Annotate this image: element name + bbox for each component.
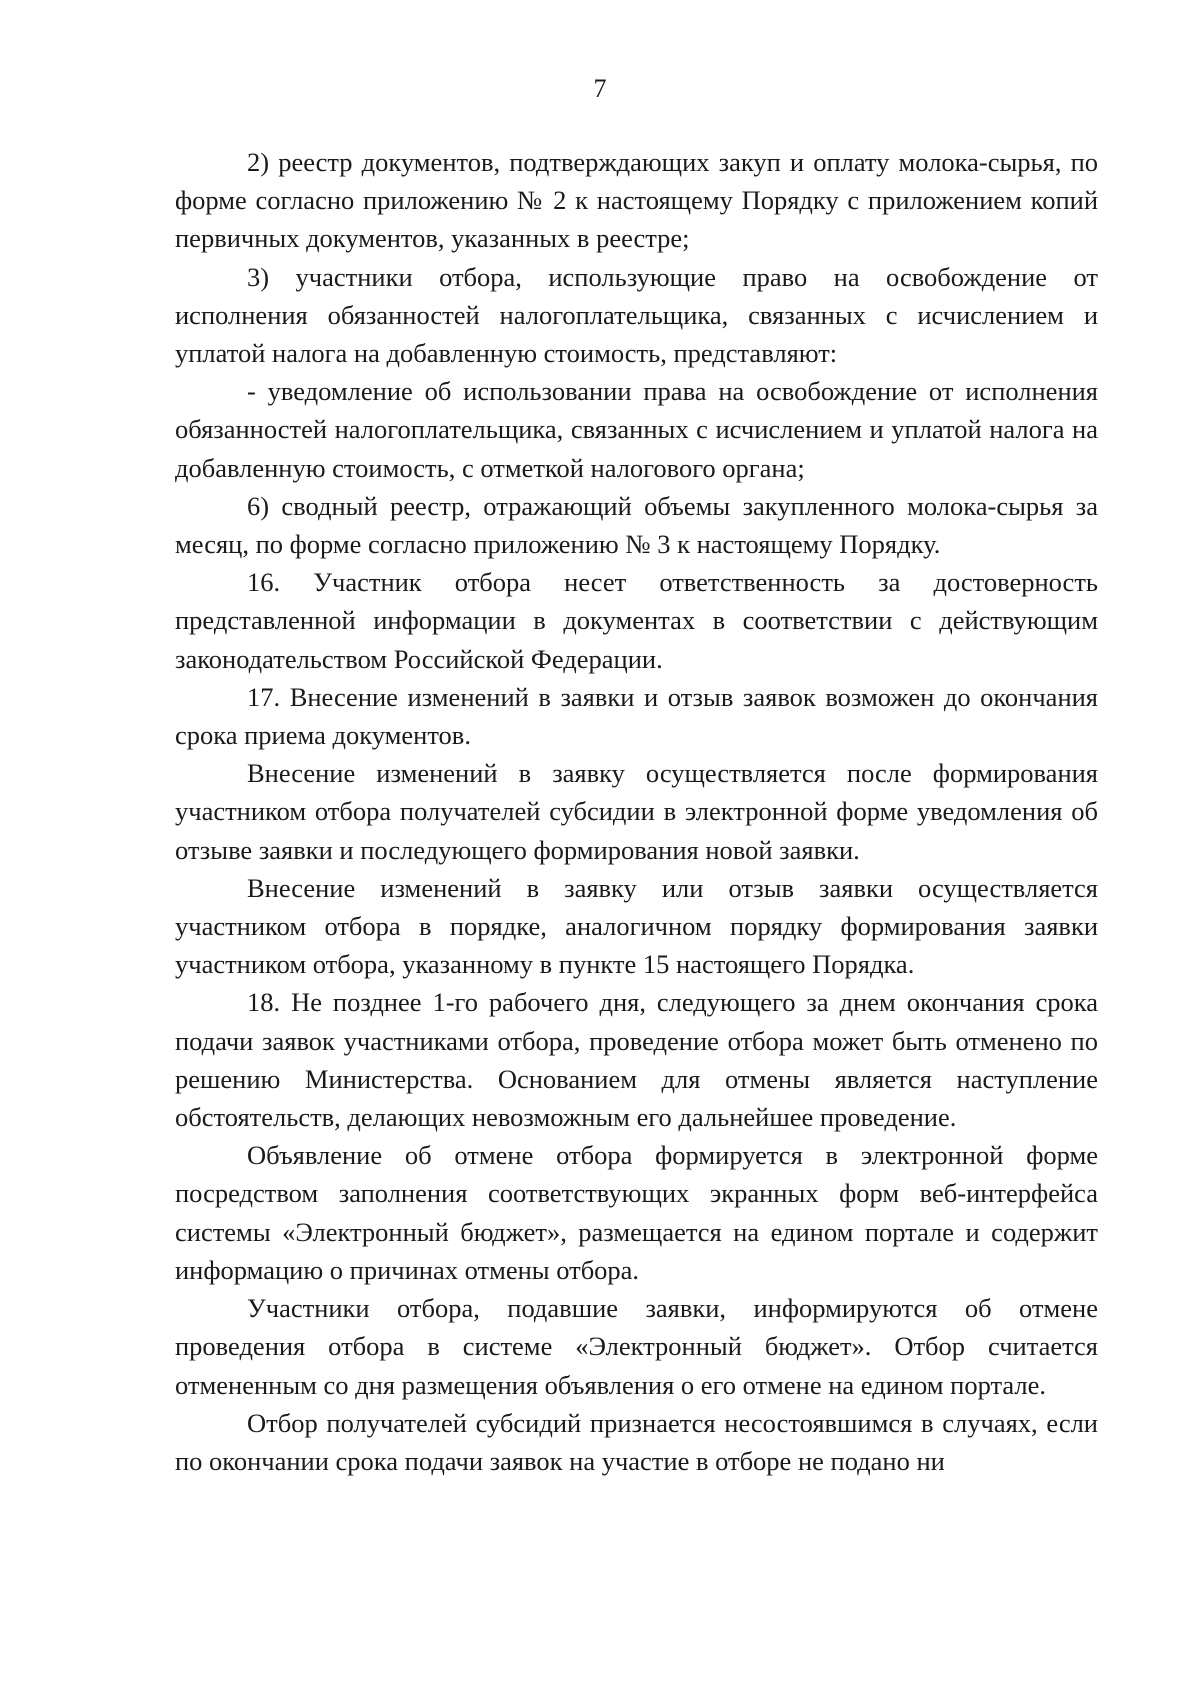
paragraph-amendment-withdrawal: Внесение изменений в заявку или отзыв заявки осуществляется участником отбора в порядке, аналогичном порядку формирования заявки участником отбора, указанному в пункте 15 настоящего Порядка. [175, 872, 1098, 980]
paragraph-item-2: 2) реестр документов, подтверждающих закуп и оплату молока-сырья, по форме согласно приложению № 2 к настоящему Порядку с приложением копий первичных документов, указанных в реестре; [175, 147, 1098, 254]
paragraph-item-6: 6) сводный реестр, отражающий объемы закупленного молока-сырья за месяц, по форме согласно приложению № 3 к настоящему Порядку. [175, 490, 1098, 560]
paragraph-clause-18: 18. Не позднее 1-го рабочего дня, следующего за днем окончания срока подачи заявок участниками отбора, проведение отбора может быть отменено по решению Министерства. Основанием для отмены является наступление обстоятельств, делающих невозможным его дальнейшее проведение. [175, 987, 1098, 1133]
paragraph-cancellation-notice: Объявление об отмене отбора формируется в электронной форме посредством заполнения соответствующих экранных форм веб-интерфейса системы «Электронный бюджет», размещается на едином портале и содержит информацию о причинах отмены отбора. [175, 1140, 1098, 1285]
document-body [175, 143, 1098, 1480]
paragraph-selection-failed: Отбор получателей субсидий признается несостоявшимся в случаях, если по окончании срока подачи заявок на участие в отборе не подано ни [175, 1407, 1098, 1476]
page-number: 7 [593, 74, 607, 103]
paragraph-item-3: 3) участники отбора, использующие право на освобождение от исполнения обязанностей налогоплательщика, связанных с исчислением и уплатой налога на добавленную стоимость, представляют: [175, 261, 1098, 369]
paragraph-notification: - уведомление об использовании права на освобождение от исполнения обязанностей налогоплательщика, связанных с исчислением и уплатой налога на добавленную стоимость, с отметкой налогового органа; [175, 376, 1098, 483]
paragraph-clause-16: 16. Участник отбора несет ответственность за достоверность представленной информации в документах в соответствии с действующим законодательством Российской Федерации. [175, 567, 1098, 674]
paragraph-amendment: Внесение изменений в заявку осуществляется после формирования участником отбора получателей субсидии в электронной форме уведомления об отзыве заявки и последующего формирования новой заявки. [175, 758, 1098, 865]
paragraph-clause-17: 17. Внесение изменений в заявки и отзыв заявок возможен до окончания срока приема документов. [175, 681, 1098, 751]
paragraph-participants-informed: Участники отбора, подавшие заявки, информируются об отмене проведения отбора в системе «Электронный бюджет». Отбор считается отмененным со дня размещения объявления о его отмене на едином портале. [175, 1293, 1098, 1400]
